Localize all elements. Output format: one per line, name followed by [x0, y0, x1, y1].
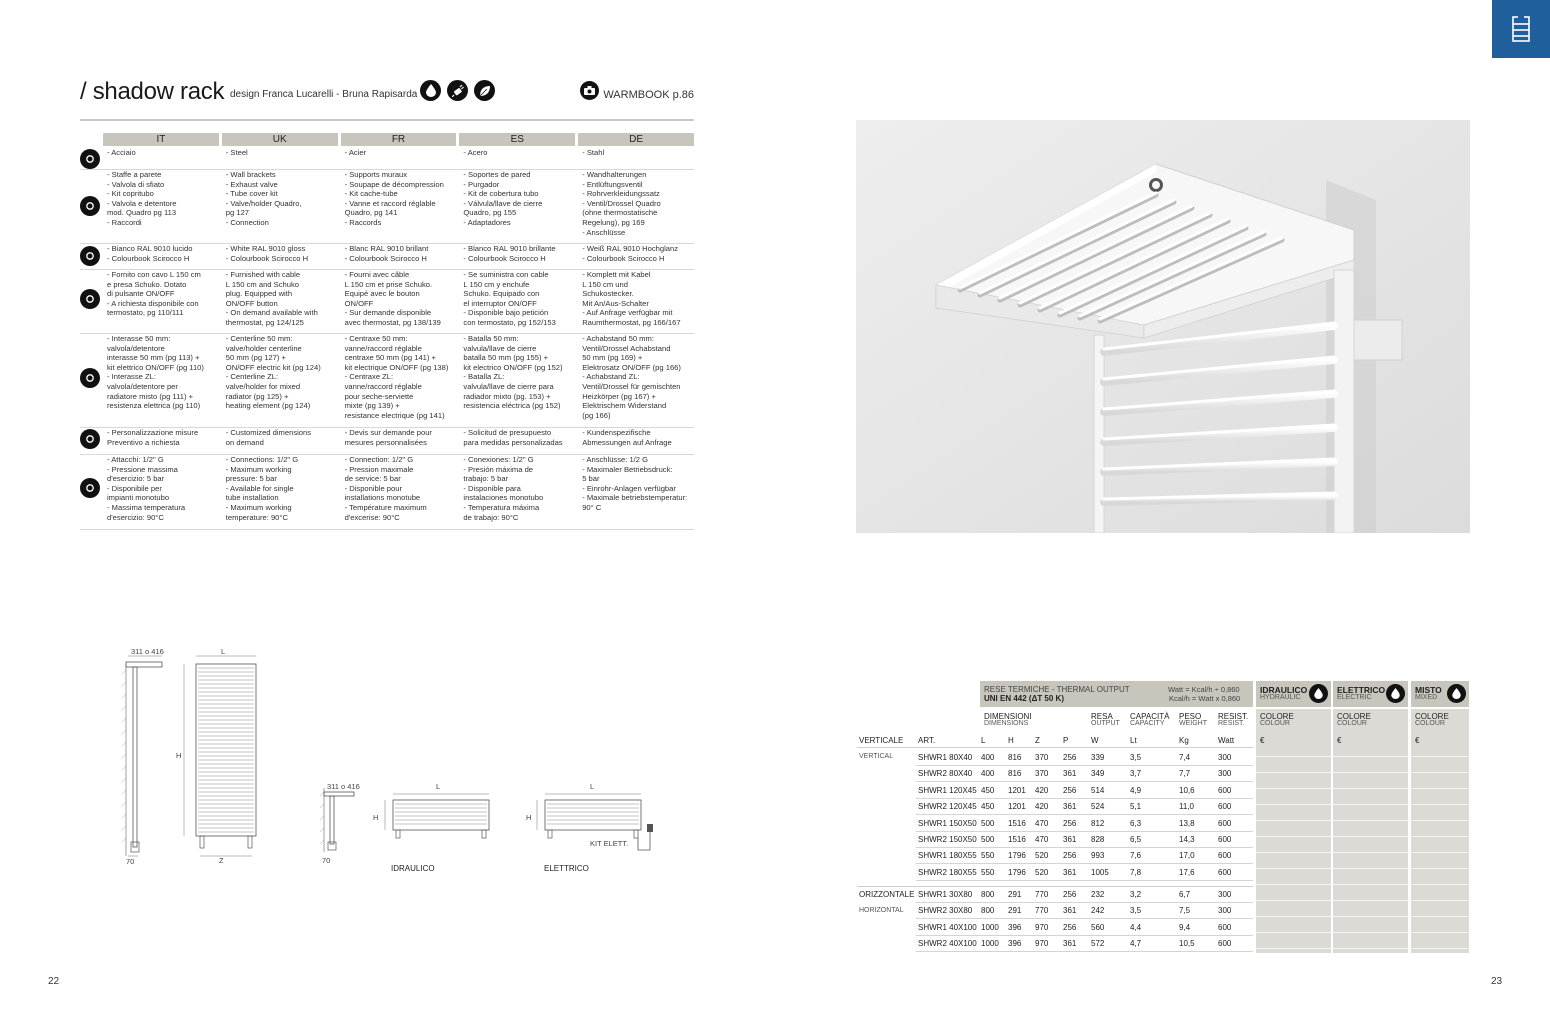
horizontal-divider: [857, 886, 1253, 887]
group-header-capacity: CAPACITÀ: [1130, 712, 1170, 721]
spec-cell-uk: - Furnished with cable L 150 cm and Schuko plug. Equipped with ON/OFF button - On demand available with thermostat, pg 124/125: [225, 270, 318, 327]
article-code: SHWR1 180X55: [918, 851, 977, 861]
table-cell: 550: [981, 867, 995, 877]
table-cell: 400: [981, 753, 995, 762]
warmbook-label: WARMBOOK p.86: [603, 89, 694, 101]
table-cell: 450: [981, 785, 995, 795]
table-row-line: [916, 951, 1253, 952]
electric-height-label: H: [526, 813, 532, 822]
colour-sub: COLOUR: [1337, 720, 1367, 727]
spec-cell-de: - Wandhalterungen - Entlüftungsventil - Rohrverkleidungssatz - Ventil/Drossel Quadro (ohne thermostatische Regelung), pg 169 - Anschlüsse: [582, 170, 661, 237]
table-cell: 5,1: [1130, 802, 1142, 812]
spec-cell-de: - Achabstand 50 mm: Ventil/Drossel Achabstand 50 mm (pg 169) + Elektrosatz ON/OFF (pg 166) - Achabstand ZL: Ventil/Drossel für gemischten Heizkörper (pg 167) + Elektrischem Widerstand (pg 166): [582, 334, 681, 420]
table-cell: 600: [1218, 785, 1232, 795]
table-cell: 256: [1063, 851, 1077, 861]
spec-cell-es: - Conexiones: 1/2" G - Presión máxima de trabajo: 5 bar - Disponible para instalaciones monotubo - Temperatura máxima de trabajo: 90°C: [463, 455, 544, 522]
colour-label: COLORE: [1337, 712, 1371, 721]
table-row-line: [916, 880, 1253, 881]
vertical-depth-label: 311 o 416: [131, 647, 164, 656]
hydraulic-offset-label: 70: [322, 856, 331, 865]
table-cell: 1516: [1008, 818, 1026, 828]
spec-cell-uk: - Wall brackets - Exhaust valve - Tube cover kit - Valve/holder Quadro, pg 127 - Connection: [225, 170, 302, 227]
version-sub: MIXED: [1415, 694, 1438, 701]
spec-cell-es: - Acero: [463, 148, 488, 157]
spec-cell-it: - Attacchi: 1/2" G - Pressione massima d'esercizio: 5 bar - Disponibile per impianti monotubo - Massima temperatura d'esercizio: 90°C: [107, 455, 186, 522]
table-cell: 500: [981, 835, 995, 844]
table-cell: 349: [1091, 769, 1105, 779]
table-cell: 600: [1218, 867, 1232, 877]
table-cell: 1000: [981, 939, 999, 949]
vertical-width-label: L: [221, 647, 226, 656]
article-code: SHWR1 150X50: [918, 818, 977, 828]
price-column: [1256, 709, 1331, 953]
table-cell: 4,4: [1130, 922, 1142, 932]
spec-cell-uk: - Connections: 1/2" G - Maximum working pressure: 5 bar - Available for single tube installation - Maximum working temperature: 90°C: [225, 455, 299, 522]
table-cell: 816: [1008, 753, 1022, 762]
table-cell: 524: [1091, 802, 1105, 812]
table-cell: 396: [1008, 922, 1022, 932]
horizontal-label: ORIZZONTALE: [859, 890, 915, 899]
table-cell: 800: [981, 906, 995, 916]
table-cell: 361: [1063, 939, 1077, 949]
spec-cell-uk: - Customized dimensions on demand: [225, 428, 312, 447]
table-cell: 370: [1035, 753, 1049, 762]
hydraulic-width-label: L: [436, 782, 441, 791]
vertical-sub: VERTICAL: [859, 753, 894, 760]
table-cell: 242: [1091, 906, 1105, 916]
plug-icon: [80, 289, 100, 309]
article-code: SHWR2 80X40: [918, 769, 973, 779]
plug-icon: [1386, 684, 1405, 703]
table-cell: 396: [1008, 939, 1022, 949]
table-cell: 17,6: [1179, 867, 1195, 877]
column-header: Watt: [1218, 736, 1235, 745]
spec-cell-fr: - Acier: [344, 148, 367, 157]
column-header-line: [857, 747, 1253, 748]
section-badge[interactable]: [1492, 0, 1550, 58]
table-row-line: [916, 798, 1253, 799]
hydraulic-caption: IDRAULICO: [391, 864, 435, 873]
spec-cell-fr: - Supports muraux - Soupape de décompression - Kit cache-tube - Vanne et raccord réglable Quadro, pg 141 - Raccords: [344, 170, 444, 227]
table-cell: 7,7: [1179, 769, 1191, 779]
table-cell: 4,9: [1130, 785, 1142, 795]
table-cell: 1000: [981, 922, 999, 932]
column-header: H: [1008, 736, 1014, 745]
output-title: RESE TERMICHE - THERMAL OUTPUT: [984, 685, 1130, 694]
group-sub-weight: WEIGHT: [1179, 720, 1207, 727]
spec-row: [80, 428, 694, 455]
table-cell: 14,3: [1179, 835, 1195, 844]
language-header: [103, 133, 694, 146]
table-cell: 17,0: [1179, 851, 1195, 861]
table-cell: 361: [1063, 906, 1077, 916]
camera-icon: [580, 81, 599, 100]
article-code: SHWR2 180X55: [918, 867, 977, 877]
table-cell: 11,0: [1179, 802, 1194, 812]
horizontal-hydraulic-diagram: [318, 780, 498, 860]
table-cell: 828: [1091, 835, 1105, 844]
table-cell: 361: [1063, 802, 1077, 812]
product-photo: [856, 120, 1470, 533]
spec-cell-de: - Komplett mit Kabel L 150 cm und Schukostecker. Mit An/Aus-Schalter - Auf Anfrage verfügbar mit Raumthermostat, pg 166/167: [582, 270, 681, 327]
designer-credit: design Franca Lucarelli - Bruna Rapisarda: [230, 89, 418, 100]
book-icon: [80, 478, 100, 498]
vertical-height-label: H: [176, 751, 182, 760]
spec-cell-es: - Batalla 50 mm: valvula/llave de cierre batalla 50 mm (pg 155) + kit electrico ON/OFF (pg 152) - Batalla ZL: valvula/llave de cierre para radiador mixto (pg. 153) + resistencia eléctrica (pg 152): [463, 334, 563, 411]
article-code: SHWR1 120X45: [918, 785, 977, 795]
table-cell: 420: [1035, 802, 1049, 812]
horizontal-electric-diagram: [520, 780, 670, 860]
table-cell: 1201: [1008, 802, 1026, 812]
table-cell: 300: [1218, 769, 1232, 779]
table-cell: 970: [1035, 939, 1049, 949]
table-cell: 550: [981, 851, 995, 861]
checkmark-icon: [80, 196, 100, 216]
table-cell: 1796: [1008, 851, 1026, 861]
table-cell: 7,8: [1130, 867, 1142, 877]
leaf-icon: [80, 368, 100, 388]
conversion-1: Watt = Kcal/h ÷ 0,860: [1168, 685, 1240, 694]
article-code: SHWR1 80X40: [918, 753, 973, 762]
conversion-2: Kcal/h = Watt x 0,860: [1169, 694, 1241, 703]
table-cell: 6,5: [1130, 835, 1142, 844]
table-row-line: [916, 918, 1253, 919]
table-cell: 291: [1008, 906, 1022, 916]
column-header: P: [1063, 736, 1069, 745]
spec-row: [80, 270, 694, 334]
table-row-line: [916, 765, 1253, 766]
table-cell: 1796: [1008, 867, 1026, 877]
table-cell: 970: [1035, 922, 1049, 932]
table-cell: 300: [1218, 906, 1232, 916]
horizontal-sub: HORIZONTAL: [859, 907, 904, 914]
radiator-icon: [1512, 16, 1530, 42]
colour-sub: COLOUR: [1260, 720, 1290, 727]
colour-label: COLORE: [1260, 712, 1294, 721]
spec-cell-it: - Interasse 50 mm: valvola/detentore interasse 50 mm (pg 113) + kit elettrico ON/OFF (pg 110) - Interasse ZL: valvola/detentore per radiatore misto (pg 111) + resistenza elettrica (pg 110): [107, 334, 204, 411]
spec-cell-fr: - Fourni avec câble L 150 cm et prise Schuko. Equipé avec le bouton ON/OFF - Sur demande disponible avec thermostat, pg 138/139: [344, 270, 441, 327]
group-header-weight: PESO: [1179, 712, 1202, 721]
lang-de: DE: [578, 133, 694, 146]
electric-caption: ELETTRICO: [544, 864, 589, 873]
page-number-right: 23: [1491, 976, 1503, 987]
version-name: ELETTRICO: [1337, 685, 1386, 695]
table-cell: 7,5: [1179, 906, 1191, 916]
spec-cell-es: - Se suministra con cable L 150 cm y enchufe Schuko. Equipado con el interruptor ON/OFF - Disponible bajo petición con termostato, pg 152/153: [463, 270, 556, 327]
table-row-line: [916, 831, 1253, 832]
shadow-rack-illustration: [856, 120, 1470, 533]
measure-icon: [80, 429, 100, 449]
hydraulic-depth-label: 311 o 416: [327, 782, 360, 791]
group-header-dimensions: DIMENSIONI: [984, 712, 1032, 721]
colour-sub: COLOUR: [1415, 720, 1445, 727]
spec-cell-uk: - Centerline 50 mm: valve/holder centerline 50 mm (pg 127) + ON/OFF electric kit (pg 124) - Centerline ZL: valve/holder for mixed radiator (pg 125) + heating element (pg 124): [225, 334, 321, 411]
spec-cell-de: - Weiß RAL 9010 Hochglanz - Colourbook Scirocco H: [582, 244, 678, 263]
group-sub-dimensions: DIMENSIONS: [984, 720, 1029, 727]
spec-cell-it: - Personalizzazione misure Preventivo a richiesta: [107, 428, 199, 447]
material-icon: [80, 149, 100, 169]
spec-cell-fr: - Devis sur demande pour mesures personnalisées: [344, 428, 432, 447]
column-header: Z: [1035, 736, 1040, 745]
table-cell: 361: [1063, 835, 1077, 844]
table-cell: 3,7: [1130, 769, 1142, 779]
vertical-label: VERTICALE: [859, 736, 904, 745]
group-sub-capacity: CAPACITY: [1130, 720, 1165, 727]
spec-row: [80, 334, 694, 428]
spec-cell-uk: - Steel: [225, 148, 248, 157]
table-row-line: [916, 863, 1253, 864]
table-cell: 600: [1218, 851, 1232, 861]
column-header: ART.: [918, 736, 936, 745]
table-cell: 600: [1218, 835, 1232, 844]
table-cell: 361: [1063, 867, 1077, 877]
water-drop-icon: [1309, 684, 1328, 703]
column-header: Lt: [1130, 736, 1137, 745]
spec-cell-es: - Blanco RAL 9010 brillante - Colourbook Scirocco H: [463, 244, 556, 263]
spec-cell-de: - Stahl: [582, 148, 605, 157]
spec-row: [80, 455, 694, 530]
table-cell: 232: [1091, 890, 1105, 899]
page-number-left: 22: [48, 976, 60, 987]
table-cell: 256: [1063, 785, 1077, 795]
table-cell: 600: [1218, 939, 1232, 949]
vertical-z-label: Z: [219, 856, 224, 865]
version-sub: HYDRAULIC: [1260, 694, 1301, 701]
table-cell: 13,8: [1179, 818, 1195, 828]
title-divider: [80, 119, 694, 121]
table-cell: 800: [981, 890, 995, 899]
table-cell: 420: [1035, 785, 1049, 795]
table-cell: 600: [1218, 922, 1232, 932]
table-cell: 256: [1063, 818, 1077, 828]
table-cell: 600: [1218, 802, 1232, 812]
table-cell: 339: [1091, 753, 1105, 762]
currency-label: €: [1260, 736, 1265, 745]
column-header: W: [1091, 736, 1099, 745]
page-title: / shadow rack: [80, 78, 225, 105]
table-cell: 450: [981, 802, 995, 812]
table-cell: 370: [1035, 769, 1049, 779]
table-cell: 7,6: [1130, 851, 1142, 861]
lang-fr: FR: [341, 133, 457, 146]
table-row-line: [916, 847, 1253, 848]
table-cell: 3,5: [1130, 753, 1142, 762]
article-code: SHWR1 40X100: [918, 922, 977, 932]
table-row-line: [916, 781, 1253, 782]
table-cell: 500: [981, 818, 995, 828]
table-cell: 291: [1008, 890, 1022, 899]
group-sub-output: OUTPUT: [1091, 720, 1120, 727]
table-cell: 400: [981, 769, 995, 779]
spec-cell-fr: - Connection: 1/2" G - Pression maximale de service: 5 bar - Disponible pour installations monotube - Température maximum d'excerise: 90°C: [344, 455, 427, 522]
table-cell: 470: [1035, 818, 1049, 828]
table-cell: 816: [1008, 769, 1022, 779]
spec-cell-de: - Kundenspezifische Abmessungen auf Anfrage: [582, 428, 672, 447]
table-cell: 3,2: [1130, 890, 1142, 899]
table-row-line: [916, 935, 1253, 936]
table-cell: 560: [1091, 922, 1105, 932]
spec-cell-fr: - Centraxe 50 mm: vanne/raccord réglable centraxe 50 mm (pg 141) + kit electrique ON/OFF (pg 138) - Centraxe ZL: vanne/raccord réglable pour seche-serviette mixte (pg 139) + resistance electrique (pg 141): [344, 334, 449, 420]
spec-cell-de: - Anschlüsse: 1/2 G - Maximaler Betriebsdruck: 5 bar - Einrohr-Anlagen verfügbar - Maximale betriebstemperatur: 90° C: [582, 455, 688, 512]
table-cell: 770: [1035, 890, 1049, 899]
plug-icon: [447, 80, 468, 101]
price-column: [1411, 709, 1469, 953]
right-page: [775, 0, 1550, 1033]
table-cell: 256: [1063, 922, 1077, 932]
table-cell: 572: [1091, 939, 1105, 949]
table-cell: 6,3: [1130, 818, 1142, 828]
group-sub-resist: RESIST.: [1218, 720, 1245, 727]
lang-it: IT: [103, 133, 219, 146]
output-norm: UNI EN 442 (ΔT 50 K): [984, 694, 1064, 703]
article-code: SHWR2 40X100: [918, 939, 977, 949]
currency-label: €: [1337, 736, 1342, 745]
price-column: [1333, 709, 1408, 953]
version-sub: ELECTRIC: [1337, 694, 1372, 701]
version-icons: [420, 80, 495, 101]
hydraulic-height-label: H: [373, 813, 379, 822]
table-cell: 256: [1063, 753, 1077, 762]
table-cell: 4,7: [1130, 939, 1142, 949]
table-cell: 10,6: [1179, 785, 1195, 795]
spec-row: [80, 170, 694, 244]
table-cell: 9,4: [1179, 922, 1191, 932]
title-row: [80, 76, 694, 118]
table-cell: 514: [1091, 785, 1105, 795]
table-row-line: [916, 814, 1253, 815]
electric-width-label: L: [590, 782, 595, 791]
column-header: Kg: [1179, 736, 1189, 745]
article-code: SHWR2 30X80: [918, 906, 973, 916]
table-cell: 1201: [1008, 785, 1026, 795]
article-code: SHWR2 150X50: [918, 835, 977, 844]
table-cell: 10,5: [1179, 939, 1195, 949]
table-cell: 993: [1091, 851, 1105, 861]
version-name: MISTO: [1415, 685, 1442, 695]
lang-uk: UK: [222, 133, 338, 146]
table-cell: 600: [1218, 818, 1232, 828]
spec-cell-it: - Fornito con cavo L 150 cm e presa Schuko. Dotato di pulsante ON/OFF - A richiesta disponibile con termostato, pg 110/111: [107, 270, 201, 318]
leaf-icon: [474, 80, 495, 101]
table-cell: 6,7: [1179, 890, 1191, 899]
table-cell: 1516: [1008, 835, 1026, 844]
group-header-output: RESA: [1091, 712, 1113, 721]
table-cell: 520: [1035, 851, 1049, 861]
table-cell: 1005: [1091, 867, 1109, 877]
table-cell: 470: [1035, 835, 1049, 844]
spec-row: [80, 244, 694, 270]
table-row-line: [916, 902, 1253, 903]
table-cell: 256: [1063, 890, 1077, 899]
column-header: L: [981, 736, 986, 745]
table-cell: 300: [1218, 890, 1232, 899]
warmbook-reference[interactable]: [580, 79, 694, 101]
table-cell: 3,5: [1130, 906, 1142, 916]
leaf-icon: [1447, 684, 1466, 703]
water-drop-icon: [420, 80, 441, 101]
table-cell: 520: [1035, 867, 1049, 877]
spec-cell-es: - Soportes de pared - Purgador - Kit de cobertura tubo - Válvula/llave de cierre Quadro, pg 155 - Adaptadores: [463, 170, 543, 227]
colour-label: COLORE: [1415, 712, 1449, 721]
spec-cell-it: - Staffe a parete - Valvola di sfiato - Kit copritubo - Valvola e detentore mod. Quadro pg 113 - Raccordi: [107, 170, 177, 227]
table-cell: 812: [1091, 818, 1105, 828]
vertical-radiator-diagram: [118, 646, 268, 868]
article-code: SHWR2 120X45: [918, 802, 977, 812]
group-header-resist: RESIST.: [1218, 712, 1249, 721]
spec-cell-it: - Acciaio: [107, 148, 136, 157]
spec-row: [80, 148, 694, 170]
lang-es: ES: [459, 133, 575, 146]
table-cell: 361: [1063, 769, 1077, 779]
currency-label: €: [1415, 736, 1420, 745]
color-palette-icon: [80, 246, 100, 266]
electric-kit-label: KIT ELETT.: [590, 839, 629, 848]
spec-cell-it: - Bianco RAL 9010 lucido - Colourbook Scirocco H: [107, 244, 193, 263]
version-name: IDRAULICO: [1260, 685, 1308, 695]
table-cell: 7,4: [1179, 753, 1191, 762]
spec-cell-uk: - White RAL 9010 gloss - Colourbook Scirocco H: [225, 244, 309, 263]
spec-cell-fr: - Blanc RAL 9010 brillant - Colourbook Scirocco H: [344, 244, 429, 263]
vertical-offset-label: 70: [126, 857, 135, 866]
table-cell: 300: [1218, 753, 1232, 762]
spec-cell-es: - Solicitud de presupuesto para medidas personalizadas: [463, 428, 563, 447]
table-cell: 770: [1035, 906, 1049, 916]
article-code: SHWR1 30X80: [918, 890, 973, 899]
